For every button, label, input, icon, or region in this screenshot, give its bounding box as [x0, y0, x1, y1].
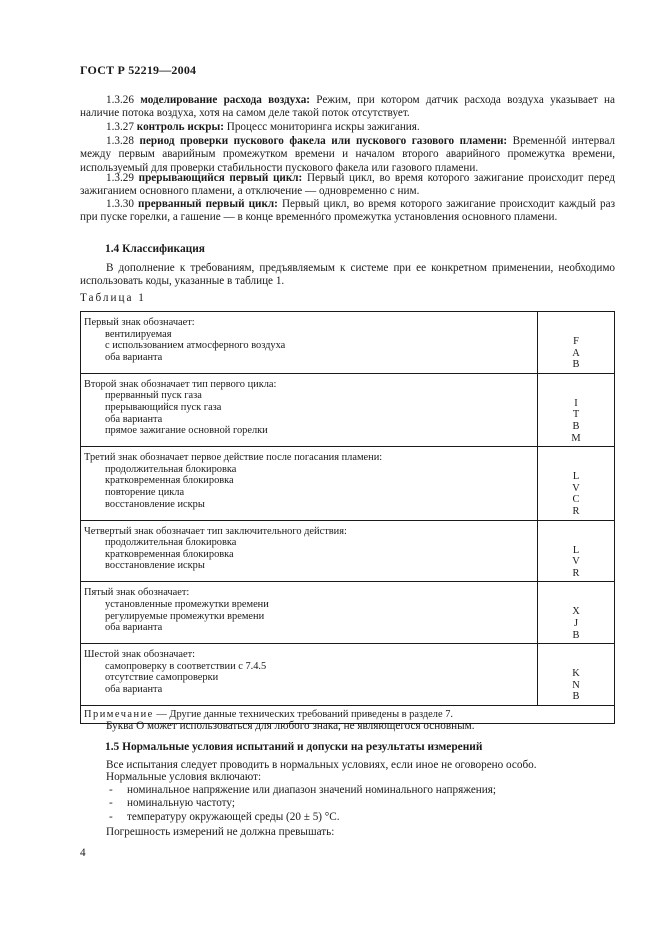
code-letter: C [572, 494, 580, 506]
table-row [81, 373, 615, 446]
group-item: с использованием атмосферного воздуха [105, 340, 286, 352]
table-cell-codes [538, 373, 615, 446]
group-item: вентилируемая [105, 328, 172, 340]
code-letter: B [572, 629, 580, 641]
section-1-5-para2 [80, 771, 615, 784]
code-letter: L [572, 544, 580, 556]
section-1-4-paragraph [80, 262, 615, 289]
group-item: восстановление искры [105, 498, 205, 510]
letter-o-note [80, 720, 615, 733]
definition-text: Временнóй интервал между первым аварийным промежутком времени и началом второго аварийного промежутка времени, используемый для проверки стабильности пускового факела или газового пламени. [80, 135, 616, 174]
group-title: Второй знак обозначает тип первого цикла: [84, 378, 277, 390]
table-row [81, 520, 615, 582]
group-item: оба варианта [105, 413, 163, 425]
code-letter: I [574, 397, 578, 409]
definition-number: 1.3.30 [106, 198, 134, 210]
code-letter: V [572, 556, 580, 568]
group-item: прерывающийся пуск газа [105, 401, 222, 413]
group-item: прерванный пуск газа [105, 390, 202, 402]
group-item: кратковременная блокировка [105, 548, 234, 560]
code-letter: T [572, 409, 580, 421]
code-letter: N [572, 679, 580, 691]
definition-text: Первый цикл, во время которого зажигание происходит перед зажиганием основного пламени, а отключение — одновременно с ним. [80, 172, 615, 198]
table-row [81, 644, 615, 706]
list-item: - номинальное напряжение или диапазон значений номинального напряжения; [109, 784, 497, 796]
section-1-5-para3 [80, 826, 615, 839]
table-cell-description [81, 520, 538, 582]
section-1-5-text: Нормальные условия включают: [106, 771, 262, 783]
list-item: - номинальную частоту; [109, 797, 235, 810]
definition-1-3-28 [80, 135, 615, 175]
group-item: восстановление искры [105, 560, 205, 572]
group-title: Четвертый знак обозначает тип заключительного действия: [84, 525, 347, 537]
definition-1-3-26 [80, 94, 615, 121]
group-item: оба варианта [105, 683, 163, 695]
code-letter: V [572, 482, 580, 494]
definition-number: 1.3.29 [106, 172, 134, 184]
table-cell-codes [538, 520, 615, 582]
definition-number: 1.3.28 [106, 135, 134, 147]
code-letter: B [572, 691, 580, 703]
code-letter: B [572, 359, 580, 371]
section-1-5-text: Все испытания следует проводить в нормальных условиях, если иное не оговорено особо. [106, 759, 537, 771]
table-row [81, 447, 615, 520]
definition-term: прерванный первый цикл: [138, 198, 278, 210]
table-cell-description [81, 582, 538, 644]
table-cell-description [81, 312, 538, 374]
page-number: 4 [80, 847, 86, 859]
code-letter: M [571, 432, 581, 444]
definition-term: контроль искры: [136, 121, 224, 133]
definition-1-3-27 [80, 121, 615, 134]
letter-o-text: Буква О может использоваться для любого знака, не являющегося основным. [106, 720, 475, 732]
code-letter: B [572, 420, 580, 432]
group-item: самопроверку в соответствии с 7.4.5 [105, 660, 267, 672]
table-cell-codes [538, 644, 615, 706]
table-cell-description [81, 447, 538, 520]
section-1-4-text: В дополнение к требованиям, предъявляемым к системе при ее конкретном применении, необходимо использовать коды, указанные в таблице 1. [80, 262, 615, 288]
group-item: оба варианта [105, 351, 163, 363]
definition-number: 1.3.27 [106, 121, 134, 133]
group-title: Третий знак обозначает первое действие после погасания пламени: [84, 452, 383, 464]
table-cell-description [81, 644, 538, 706]
table-row [81, 312, 615, 374]
group-title: Первый знак обозначает: [84, 317, 195, 328]
group-title: Шестой знак обозначает: [84, 649, 196, 661]
group-item: продолжительная блокировка [105, 463, 237, 475]
list-item: - температуру окружающей среды (20 ± 5) °С. [109, 810, 340, 823]
code-letter: R [572, 567, 580, 579]
note-text: — Другие данные технических требований приведены в разделе 7. [153, 708, 453, 720]
note-label: Примечание [84, 708, 154, 720]
section-1-5-text: Погрешность измерений не должна превышать: [106, 826, 335, 838]
definition-term: период проверки пускового факела или пускового газового пламени: [139, 135, 508, 147]
definition-text: Процесс мониторинга искры зажигания. [223, 121, 420, 133]
group-item: отсутствие самопроверки [105, 672, 219, 684]
document-header: ГОСТ Р 52219—2004 [80, 63, 197, 77]
code-letter: J [573, 617, 579, 629]
definition-1-3-29 [80, 172, 615, 199]
conditions-list [109, 784, 497, 824]
table-caption: Таблица 1 [80, 292, 146, 304]
table-cell-codes [538, 582, 615, 644]
definition-term: прерывающийся первый цикл: [138, 172, 303, 184]
definition-number: 1.3.26 [106, 94, 134, 106]
group-item: установленные промежутки времени [105, 598, 269, 610]
group-item: продолжительная блокировка [105, 537, 237, 549]
section-1-5-heading: 1.5 Нормальные условия испытаний и допуски на результаты измерений [105, 741, 483, 753]
table-row [81, 582, 615, 644]
code-letter: R [572, 505, 580, 517]
code-letter: K [572, 668, 580, 680]
table-cell-codes [538, 447, 615, 520]
definition-term: моделирование расхода воздуха: [140, 94, 311, 106]
definition-text: Режим, при котором датчик расхода воздуха указывает на наличие потока воздуха, хотя на самом деле такой поток отсутствует. [80, 94, 615, 120]
group-title: Пятый знак обозначает: [84, 587, 190, 599]
code-letter: L [572, 471, 580, 483]
group-item: прямое зажигание основной горелки [105, 425, 268, 437]
code-letter: F [573, 336, 579, 347]
code-letter: A [572, 347, 580, 359]
definition-1-3-30 [80, 198, 615, 225]
code-letter: X [572, 606, 580, 618]
section-1-4-heading: 1.4 Классификация [105, 243, 205, 255]
group-item: регулируемые промежутки времени [105, 610, 265, 622]
table-cell-codes [538, 312, 615, 374]
definition-text: Первый цикл, во время которого зажигание происходит каждый раз при пуске горелки, а гашение — в конце временнóго промежутка установления основного пламени. [80, 198, 615, 224]
group-item: повторение цикла [105, 486, 185, 498]
classification-table [80, 311, 615, 724]
group-item: оба варианта [105, 622, 163, 634]
table-cell-description [81, 373, 538, 446]
group-item: кратковременная блокировка [105, 475, 234, 487]
